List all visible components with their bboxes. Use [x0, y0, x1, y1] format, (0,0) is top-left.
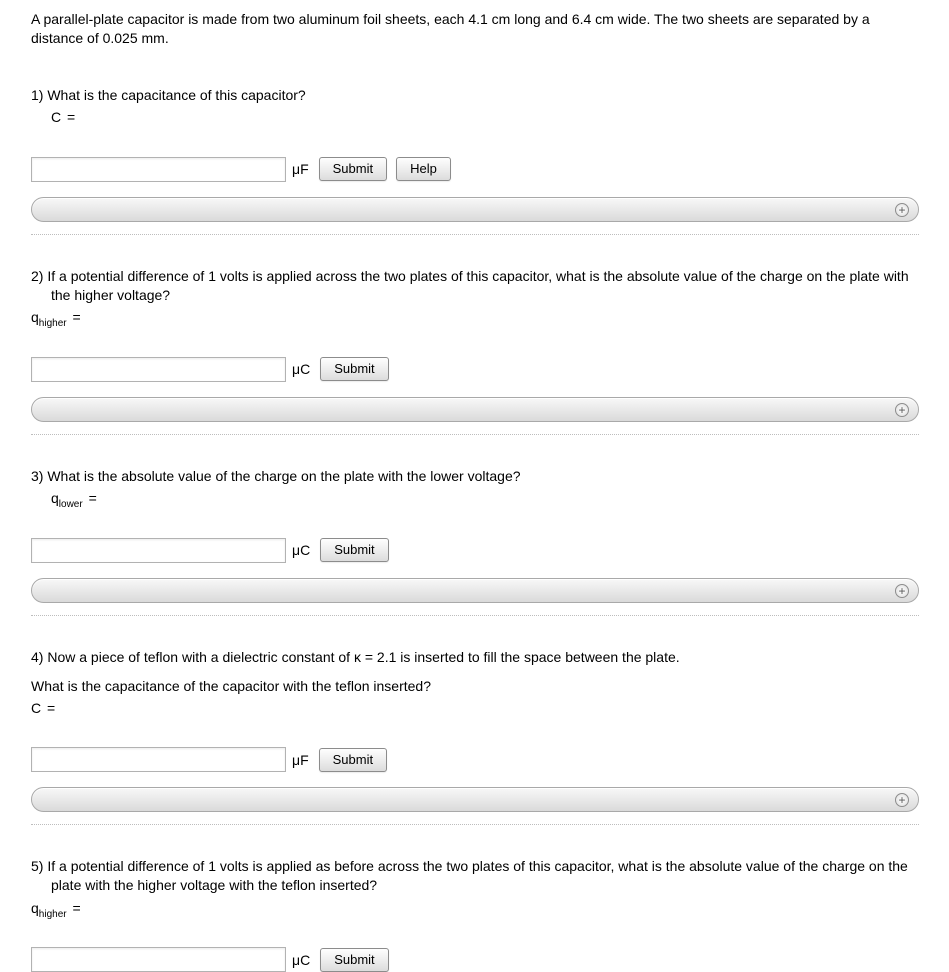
question-number: 2)	[31, 267, 44, 284]
submit-button[interactable]: Submit	[319, 748, 387, 772]
question-2	[31, 267, 919, 435]
answer-input[interactable]	[31, 538, 286, 563]
plus-circle-icon[interactable]: +	[895, 203, 909, 217]
question-body: If a potential difference of 1 volts is applied as before across the two plates of this capacitor, what is the absolute value of the charge on the plate with the higher voltage with the teflon inserted?	[47, 858, 908, 894]
answer-label	[31, 489, 919, 511]
answer-history-expander[interactable]	[31, 197, 919, 222]
answer-label	[31, 108, 919, 130]
answer-label	[31, 899, 919, 921]
answer-input[interactable]	[31, 747, 286, 772]
submit-button[interactable]: Submit	[319, 157, 387, 181]
answer-row	[31, 947, 919, 972]
answer-subscript: lower	[58, 498, 83, 510]
answer-label	[31, 308, 919, 330]
answer-label	[31, 699, 919, 721]
content-area	[31, 10, 919, 972]
answer-history-expander[interactable]	[31, 578, 919, 603]
plus-circle-icon[interactable]: +	[895, 793, 909, 807]
question-number: 4)	[31, 648, 44, 665]
question-3	[31, 467, 919, 616]
answer-row	[31, 157, 919, 182]
question-body: Now a piece of teflon with a dielectric constant of κ = 2.1 is inserted to fill the space between the plate.	[47, 648, 680, 665]
question-text	[31, 86, 919, 105]
dotted-divider	[31, 434, 919, 435]
answer-symbol: q	[51, 489, 59, 506]
plus-circle-icon[interactable]: +	[895, 584, 909, 598]
question-text	[31, 467, 919, 486]
submit-button[interactable]: Submit	[320, 357, 388, 381]
question-1	[31, 86, 919, 235]
question-subtext: What is the capacitance of the capacitor with the teflon inserted?	[31, 677, 432, 694]
dotted-divider	[31, 824, 919, 825]
question-text	[31, 857, 919, 895]
question-body: If a potential difference of 1 volts is applied across the two plates of this capacitor, what is the absolute value of the charge on the plate with the higher voltage?	[47, 267, 909, 303]
question-body: What is the absolute value of the charge on the plate with the lower voltage?	[47, 467, 521, 484]
question-number: 3)	[31, 467, 44, 484]
answer-symbol: q	[31, 899, 39, 916]
answer-symbol: C	[51, 109, 62, 126]
equals-sign: =	[88, 489, 97, 506]
answer-symbol: q	[31, 308, 39, 325]
dotted-divider	[31, 615, 919, 616]
unit-label: μC	[292, 361, 311, 378]
question-number: 1)	[31, 87, 44, 104]
answer-row	[31, 538, 919, 563]
question-body: What is the capacitance of this capacitor?	[47, 87, 306, 104]
problem-statement: A parallel-plate capacitor is made from two aluminum foil sheets, each 4.1 cm long and 6.4 cm wide. The two sheets are separated by a distance of 0.025 mm.	[31, 11, 870, 47]
answer-input[interactable]	[31, 157, 286, 182]
question-4	[31, 648, 919, 826]
dotted-divider	[31, 234, 919, 235]
question-text	[31, 648, 919, 667]
answer-input[interactable]	[31, 357, 286, 382]
question-number: 5)	[31, 858, 44, 875]
answer-row	[31, 357, 919, 382]
question-5	[31, 857, 919, 972]
help-button[interactable]: Help	[396, 157, 451, 181]
answer-history-expander[interactable]	[31, 787, 919, 812]
submit-button[interactable]: Submit	[320, 948, 388, 972]
equals-sign: =	[72, 308, 81, 325]
equals-sign: =	[47, 699, 56, 716]
answer-row	[31, 747, 919, 772]
answer-input[interactable]	[31, 947, 286, 972]
unit-label: μF	[292, 751, 309, 768]
answer-history-expander[interactable]	[31, 397, 919, 422]
plus-circle-icon[interactable]: +	[895, 403, 909, 417]
question-text	[31, 267, 919, 305]
unit-label: μC	[292, 542, 311, 559]
equals-sign: =	[72, 899, 81, 916]
unit-label: μC	[292, 951, 311, 968]
unit-label: μF	[292, 161, 309, 178]
answer-symbol: C	[31, 699, 42, 716]
equals-sign: =	[67, 109, 76, 126]
submit-button[interactable]: Submit	[320, 538, 388, 562]
answer-subscript: higher	[38, 317, 67, 329]
answer-subscript: higher	[38, 908, 67, 920]
